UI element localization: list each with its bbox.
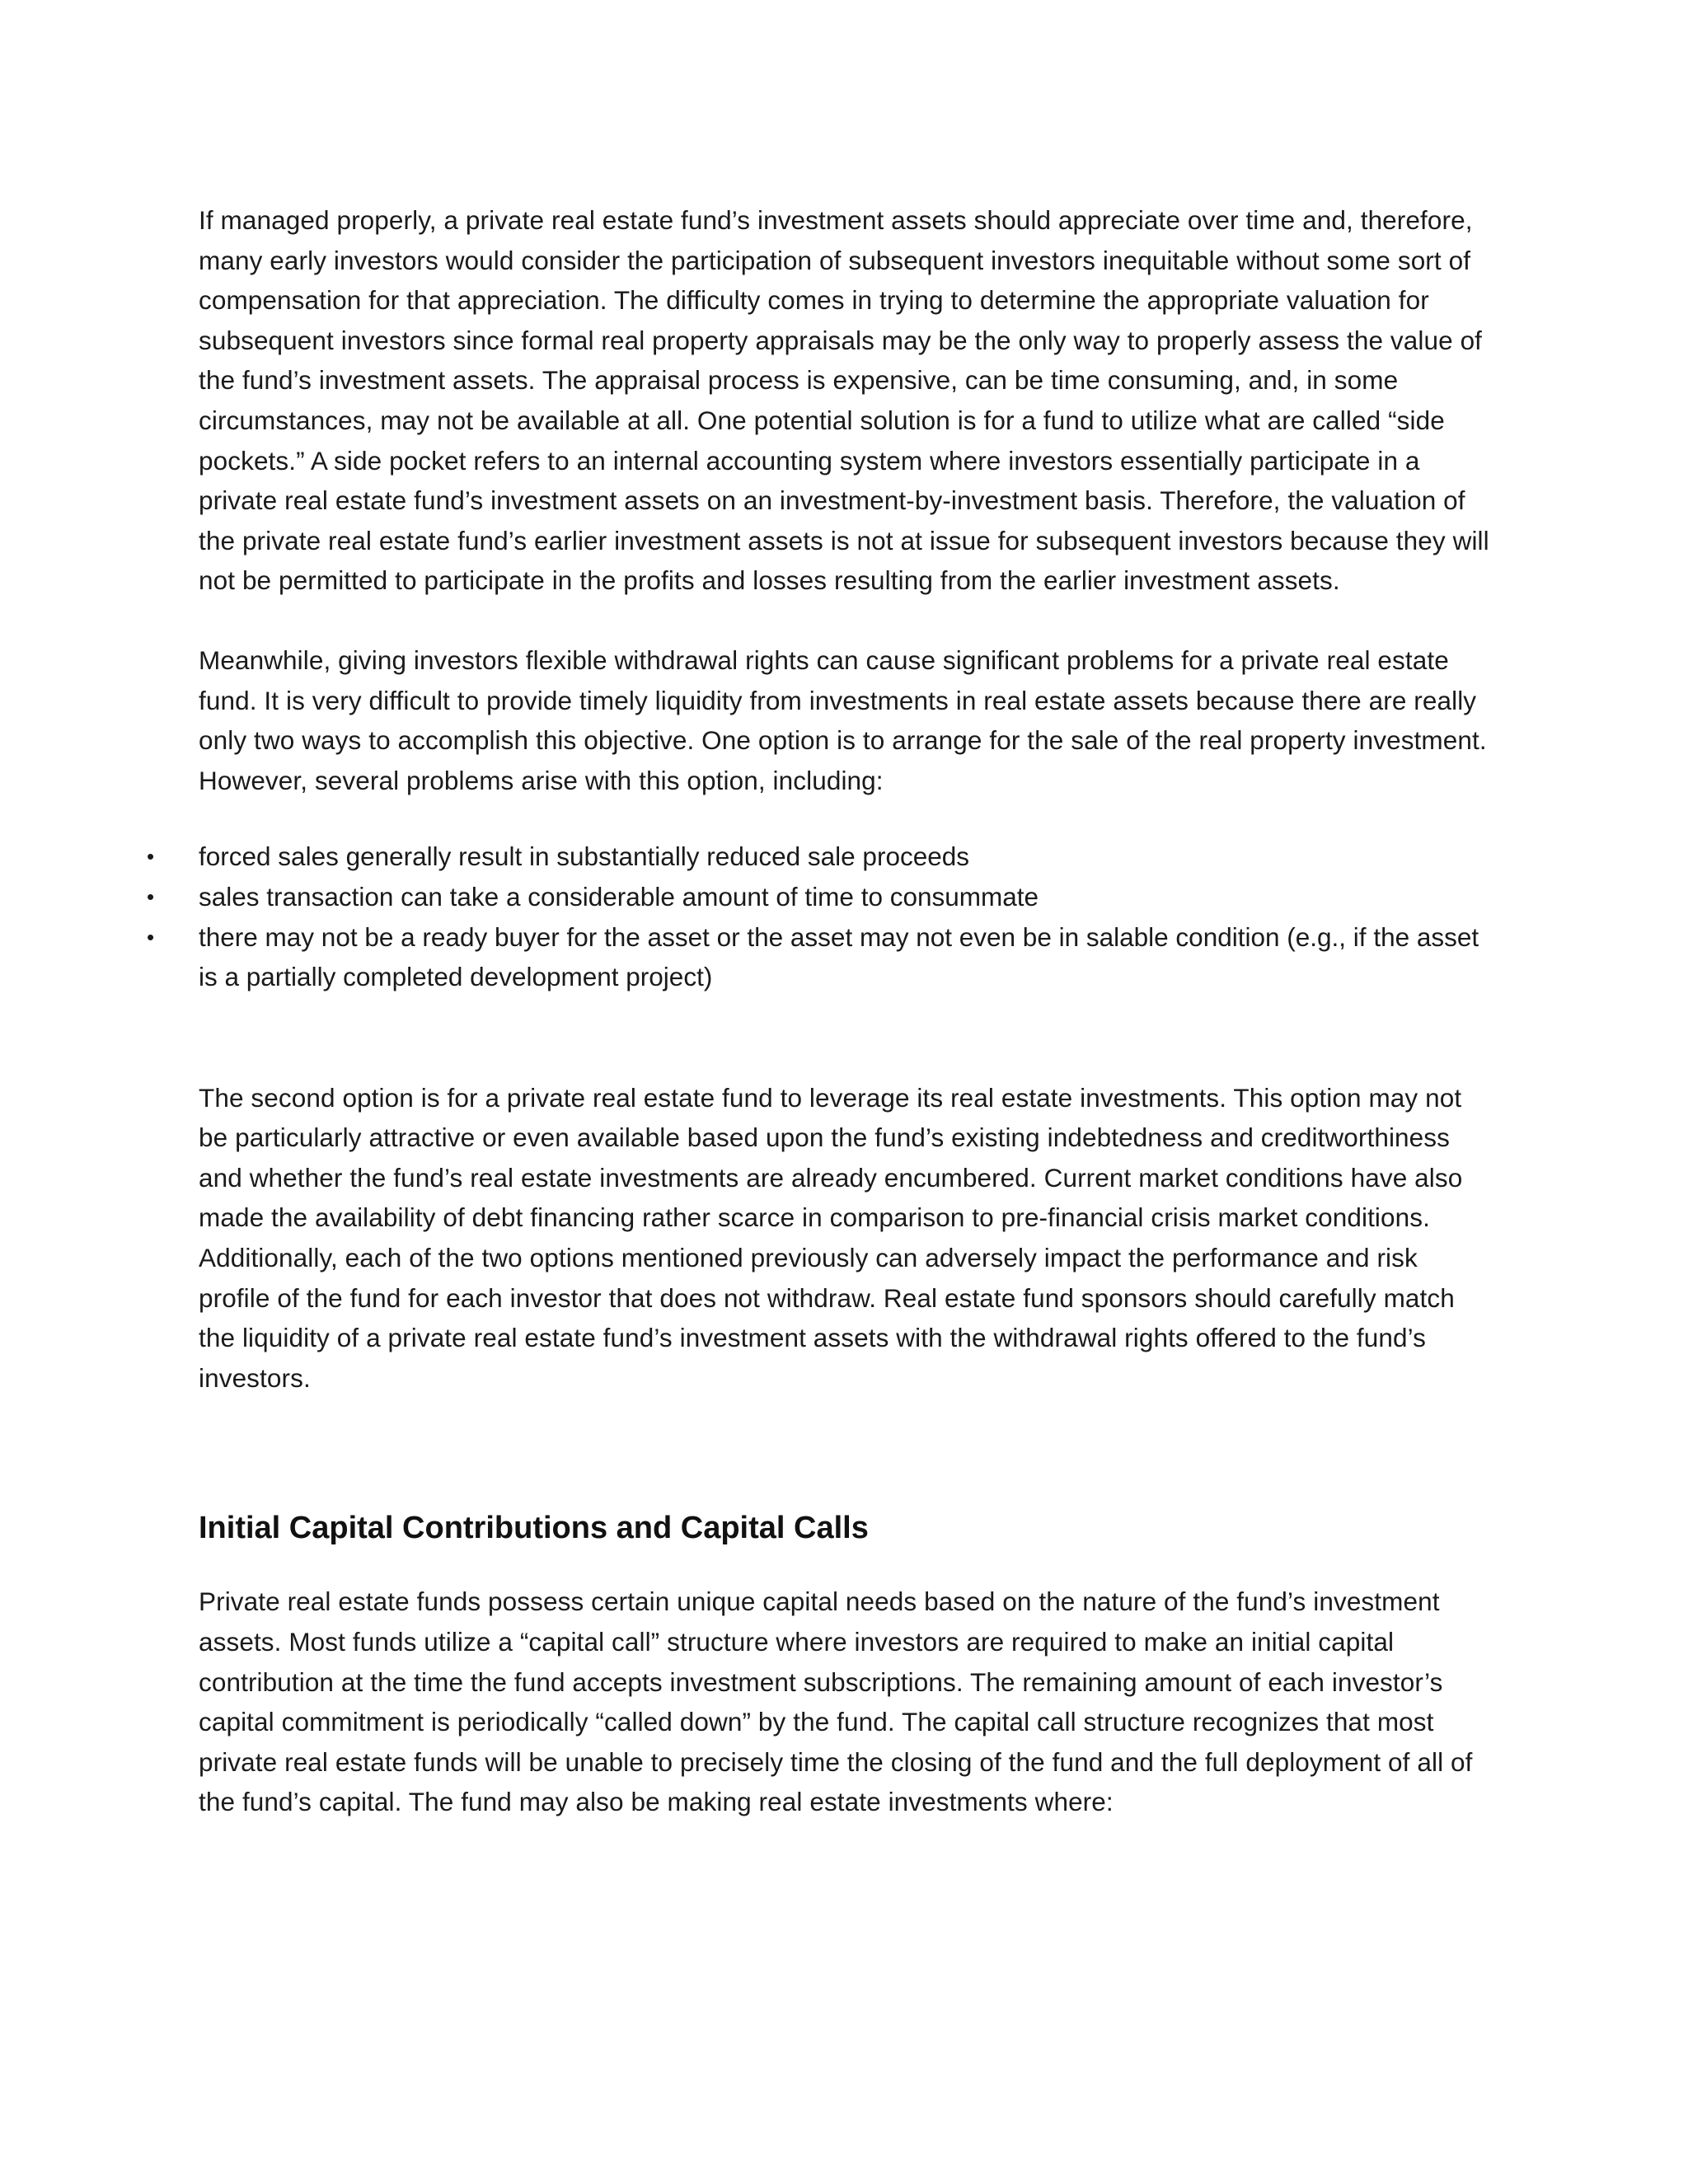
- list-item-text: there may not be a ready buyer for the asset or the asset may not even be in salable condition (e.g., if the asset is a partially completed development project): [199, 921, 1479, 992]
- list-item: [147, 917, 1493, 997]
- section-heading: Initial Capital Contributions and Capital Calls: [199, 1511, 869, 1546]
- bullet-icon: •: [147, 844, 155, 869]
- list-item-text: sales transaction can take a considerable amount of time to consummate: [199, 881, 1039, 912]
- list-item: [147, 837, 1493, 877]
- bullet-icon: •: [147, 883, 155, 909]
- bullet-icon: •: [147, 924, 155, 949]
- paragraph-withdrawal-rights: Meanwhile, giving investors flexible withdrawal rights can cause significant problems for a private real estate fund. It is very difficult to provide timely liquidity from investments in real estate assets because there are really only two ways to accomplish this objective. One option is to arrange for the sale of the real property investment. However, several problems arise with this option, including:: [199, 644, 1487, 795]
- document-body: [147, 200, 1493, 1822]
- bullet-list: [147, 837, 1493, 996]
- paragraph-capital-calls: Private real estate funds possess certain unique capital needs based on the nature of the fund’s investment assets. Most funds utilize a “capital call” structure where investors are required to make an initial capital contribution at the time the fund accepts investment subscriptions. The remaining amount of each investor’s capital commitment is periodically “called down” by the fund. The capital call structure recognizes that most private real estate funds will be unable to precisely time the closing of the fund and the full deployment of all of the fund’s capital. The fund may also be making real estate investments where:: [199, 1586, 1473, 1817]
- list-item: [147, 877, 1493, 917]
- spacer: [199, 997, 1493, 1078]
- list-item-text: forced sales generally result in substantially reduced sale proceeds: [199, 841, 970, 872]
- paragraph-side-pockets: If managed properly, a private real estate fund’s investment assets should appreciate over time and, therefore, many early investors would consider the participation of subsequent investors inequitable without some sort of compensation for that appreciation. The difficulty comes in trying to determine the appropriate valuation for subsequent investors since formal real property appraisals may be the only way to properly assess the value of the fund’s investment assets. The appraisal process is expensive, can be time consuming, and, in some circumstances, may not be available at all. One potential solution is for a fund to utilize what are called “side pockets.” A side pocket refers to an internal accounting system where investors essentially participate in a private real estate fund’s investment assets on an investment-by-investment basis. Therefore, the valuation of the private real estate fund’s earlier investment assets is not at issue for subsequent investors because they will not be permitted to participate in the profits and losses resulting from the earlier investment assets.: [199, 205, 1489, 596]
- paragraph-leverage-option: The second option is for a private real estate fund to leverage its real estate investments. This option may not be particularly attractive or even available based upon the fund’s existing indebtedness and creditworthiness and whether the fund’s real estate investments are already encumbered. Current market conditions have also made the availability of debt financing rather scarce in comparison to pre-financial crisis market conditions. Additionally, each of the two options mentioned previously can adversely impact the performance and risk profile of the fund for each investor that does not withdraw. Real estate fund sponsors should carefully match the liquidity of a private real estate fund’s investment assets with the withdrawal rights offered to the fund’s investors.: [199, 1082, 1463, 1393]
